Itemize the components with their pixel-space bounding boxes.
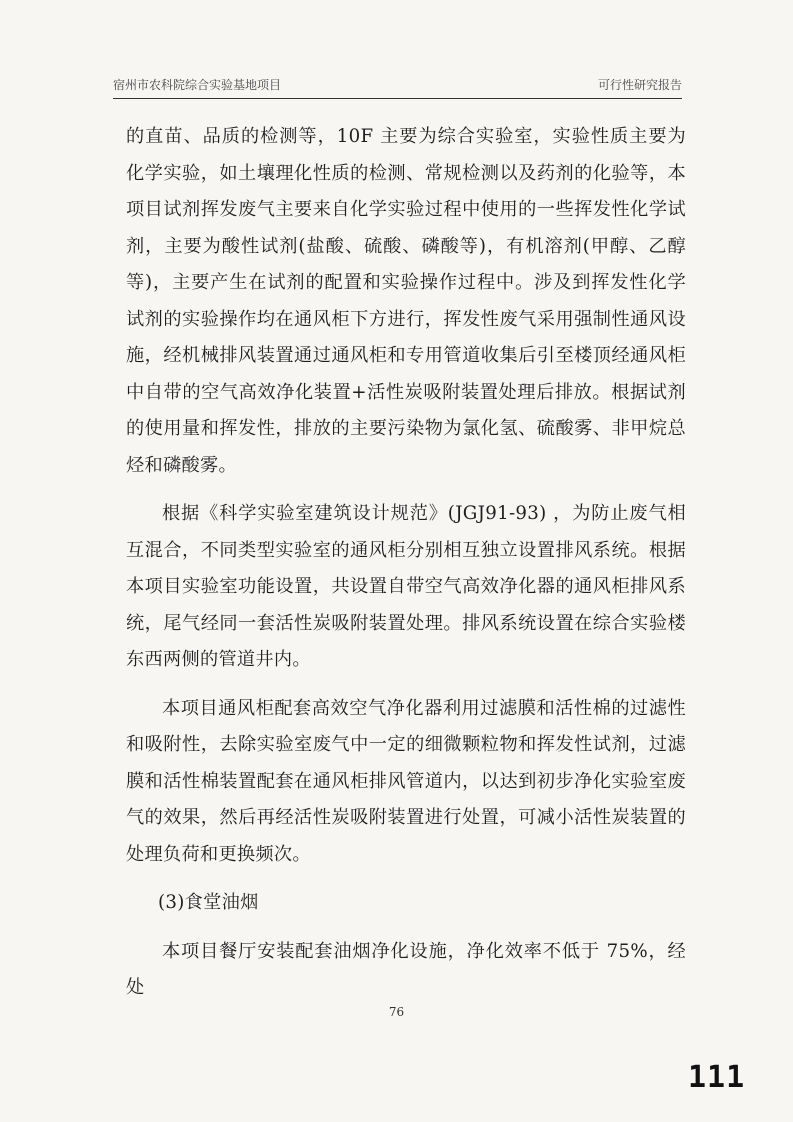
running-header (113, 74, 682, 100)
stamped-page-number: 111 (688, 1060, 746, 1095)
header-report-type: 可行性研究报告 (597, 78, 682, 92)
paragraph-ventilation-code: 根据《科学实验室建筑设计规范》(JGJ91-93) ，为防止废气相互混合，不同类型实验室的通风柜分别相互独立设置排风系统。根据本项目实验室功能设置，共设置自带空气高效净化器的通风柜排风系统，尾气经同一套活性炭吸附装置处理。排风系统设置在综合实验楼东西两侧的管道井内。 (126, 503, 686, 670)
paragraph-air-purifier: 本项目通风柜配套高效空气净化器利用过滤膜和活性棉的过滤性和吸附性，去除实验室废气中一定的细微颗粒物和挥发性试剂，过滤膜和活性棉装置配套在通风柜排风管道内，以达到初步净化实验室废气的效果，然后再经活性炭吸附装置进行处置，可减小活性炭装置的处理负荷和更换频次。 (126, 697, 686, 865)
section-subheading: (3)食堂油烟 (158, 892, 259, 913)
header-divider (113, 98, 682, 99)
paragraph-continued: 的直苗、品质的检测等，10F 主要为综合实验室，实验性质主要为化学实验，如土壤理化性质的检测、常规检测以及药剂的化验等，本项目试剂挥发废气主要来自化学实验过程中使用的一些挥发性化学试剂，主要为酸性试剂(盐酸、硫酸、磷酸等)，有机溶剂(甲醇、乙醇等)，主要产生在试剂的配置和实验操作过程中。涉及到挥发性化学试剂的实验操作均在通风柜下方进行，挥发性废气采用强制性通风设施，经机械排风装置通过通风柜和专用管道收集后引至楼顶经通风柜中自带的空气高效净化装置+活性炭吸附装置处理后排放。根据试剂的使用量和挥发性，排放的主要污染物为氯化氢、硫酸雾、非甲烷总烃和磷酸雾。 (126, 126, 686, 476)
header-project-title: 宿州市农科院综合实验基地项目 (113, 78, 282, 92)
page-number: 76 (388, 1005, 405, 1019)
paragraph-canteen-fumes: 本项目餐厅安装配套油烟净化设施，净化效率不低于 75%，经处 (126, 940, 686, 998)
document-body (126, 119, 686, 1007)
